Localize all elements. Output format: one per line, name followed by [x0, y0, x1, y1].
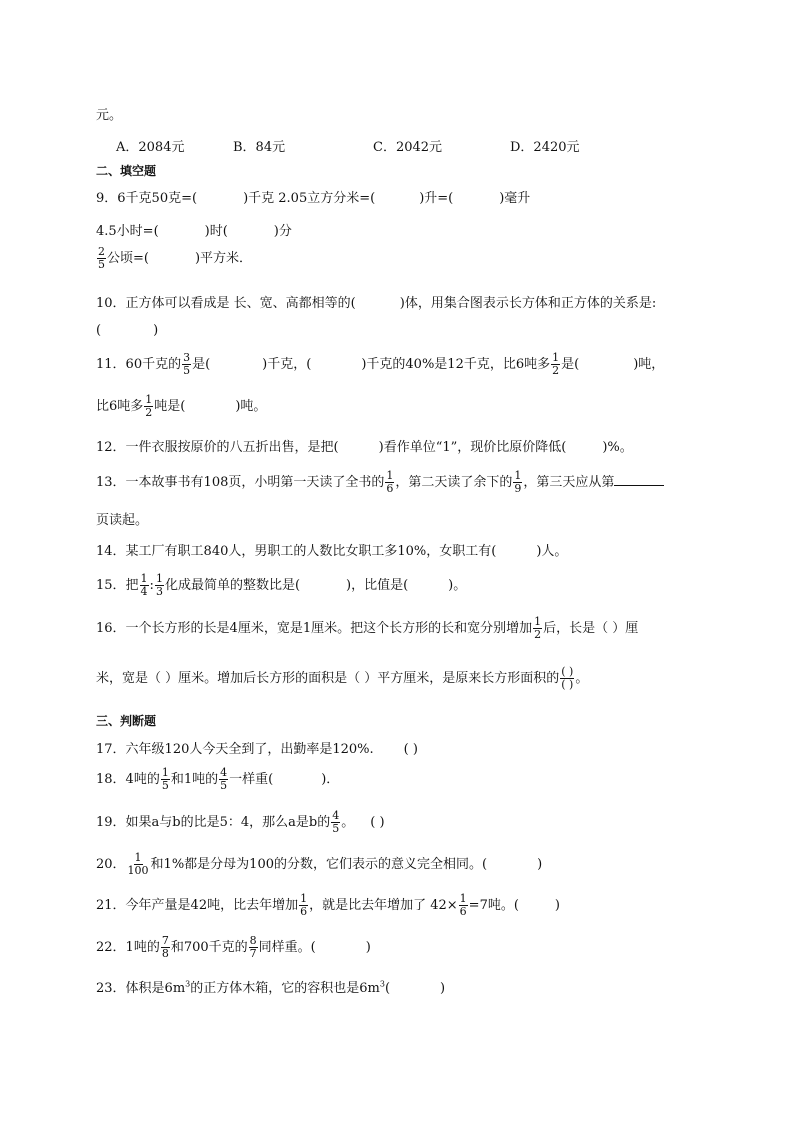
question-9-part3: $\frac{2}{5}$ 公顷=( )平方米． [98, 245, 253, 271]
fraction: $\frac{1}{2}$ [145, 393, 153, 419]
question-13: 13．一本故事书有108页，小明第一天读了全书的 $\frac{1}{6}$ ，第二天读了余下的 $\frac{1}{9}$ ，第三天应从第 [96, 470, 734, 495]
question-12: 12．一件衣服按原价的八五折出售，是把( )看作单位“1”，现价比原价降低( )%。 [96, 440, 633, 455]
fraction: $\frac{8}{7}$ [249, 934, 257, 960]
prev-question-tail: 元。 [96, 108, 123, 123]
fraction: $\frac{2}{5}$ [98, 245, 105, 271]
section-judge-heading: 三、判断题 [96, 714, 157, 728]
fraction: $\frac{1}{9}$ [514, 469, 522, 495]
question-16: 16．一个长方形的长是4厘米，宽是1厘米。把这个长方形的长和宽分别增加 $\frac{1}{2}$ 后，长是（ ）厘 [96, 615, 639, 641]
option-d: D．2420元 [510, 140, 580, 155]
question-16-line2: 米，宽是（ ）厘米。增加后长方形的面积是（ ）平方厘米，是原来长方形面积的 ( ) ( ) 。 [96, 665, 589, 691]
fraction: $\frac{3}{5}$ [183, 351, 191, 377]
option-a: A．2084元 [116, 140, 185, 155]
option-c: C．2042元 [373, 140, 443, 155]
question-11-line2: 比6吨多 $\frac{1}{2}$ 吨是( )吨。 [96, 393, 267, 419]
question-23: 23．体积是$6m^3$的正方体木箱，它的容积也是$6m^3$( ) [96, 979, 446, 996]
question-9: 9．6千克50克=( )千克 2.05立方分米=( )升=( )毫升 [96, 191, 531, 206]
fraction: $\frac{1}{6}$ [386, 469, 394, 495]
question-19: 19．如果a与b的比是5：4，那么a是b的 $\frac{4}{5}$ 。 ( ) [96, 809, 385, 835]
fraction: $\frac{1}{6}$ [300, 892, 308, 918]
fraction: $\frac{1}{5}$ [161, 766, 169, 792]
fraction: $\frac{1}{4}$ [140, 572, 148, 598]
question-11: 11．60千克的 $\frac{3}{5}$ 是( )千克，( )千克的40%是12千克，比6吨多 $\frac{1}{2}$ 是( )吨， [96, 351, 665, 377]
fraction: $\frac{1}{6}$ [459, 892, 467, 918]
question-15: 15．把 $\frac{1}{4}$ : $\frac{1}{3}$ 化成最简单的整数比是( )，比值是( )。 [96, 572, 467, 598]
fraction: $\frac{4}{5}$ [332, 809, 340, 835]
fraction: $\frac{1}{100}$ [127, 851, 149, 877]
question-14: 14．某工厂有职工840人，男职工的人数比女职工多10%，女职工有( )人。 [96, 544, 568, 559]
answer-underline [614, 473, 664, 486]
question-13-line2: 页读起。 [96, 513, 149, 528]
question-10-answer: ( ) [96, 323, 159, 338]
question-17: 17．六年级120人今天全到了，出勤率是120%. ( ) [96, 742, 418, 757]
option-b: B．84元 [233, 140, 286, 155]
fraction: $\frac{1}{2}$ [534, 615, 542, 641]
section-fill-heading: 二、填空题 [96, 164, 157, 178]
fraction-blank: ( ) ( ) [561, 665, 574, 691]
fraction: $\frac{1}{2}$ [552, 351, 560, 377]
question-18: 18．4吨的 $\frac{1}{5}$ 和1吨的 $\frac{4}{5}$ 一样重( )． [96, 766, 340, 792]
fraction: $\frac{4}{5}$ [220, 766, 228, 792]
fraction: $\frac{7}{8}$ [161, 934, 169, 960]
fraction: $\frac{1}{3}$ [155, 572, 163, 598]
question-9-part2: 4.5小时=( )时( )分 [96, 224, 292, 239]
question-21: 21．今年产量是42吨，比去年增加 $\frac{1}{6}$ ，就是比去年增加了 42× $\frac{1}{6}$ =7吨。( ) [96, 892, 560, 918]
question-20: 20． $\frac{1}{100}$ 和1%都是分母为100的分数，它们表示的意义完全相同。( ) [96, 851, 543, 877]
question-10: 10．正方体可以看成是 长、宽、高都相等的( )体，用集合图表示长方体和正方体的关系是: [96, 296, 657, 311]
question-22: 22．1吨的 $\frac{7}{8}$ 和700千克的 $\frac{8}{7}$ 同样重。( ) [96, 934, 371, 960]
